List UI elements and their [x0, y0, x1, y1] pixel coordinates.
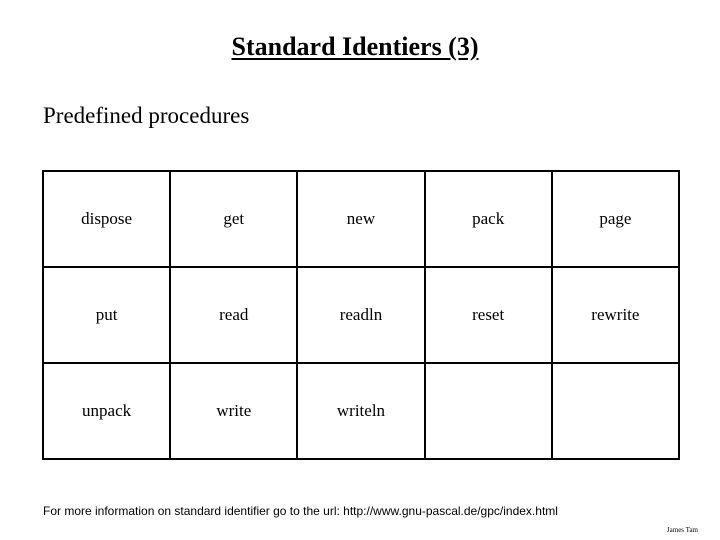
table-cell: put [43, 267, 170, 363]
table-cell: page [552, 171, 679, 267]
table-cell: dispose [43, 171, 170, 267]
table-row [43, 363, 679, 459]
table-cell: new [297, 171, 424, 267]
table-row [43, 171, 679, 267]
table-cell [425, 363, 552, 459]
table-cell: write [170, 363, 297, 459]
table-cell: readln [297, 267, 424, 363]
table-cell: reset [425, 267, 552, 363]
author-credit: James Tam [666, 526, 698, 534]
slide-title: Standard Identiers (3) [231, 32, 479, 61]
table-row [43, 267, 679, 363]
table-cell: get [170, 171, 297, 267]
table-cell: pack [425, 171, 552, 267]
table-cell: unpack [43, 363, 170, 459]
footnote-text: For more information on standard identifier go to the url: http://www.gnu-pascal.de/gpc/index.html [43, 504, 558, 518]
table-cell: writeln [297, 363, 424, 459]
table-cell: rewrite [552, 267, 679, 363]
table-cell: read [170, 267, 297, 363]
table-cell [552, 363, 679, 459]
procedures-table [42, 170, 680, 460]
section-subtitle: Predefined procedures [43, 103, 250, 128]
